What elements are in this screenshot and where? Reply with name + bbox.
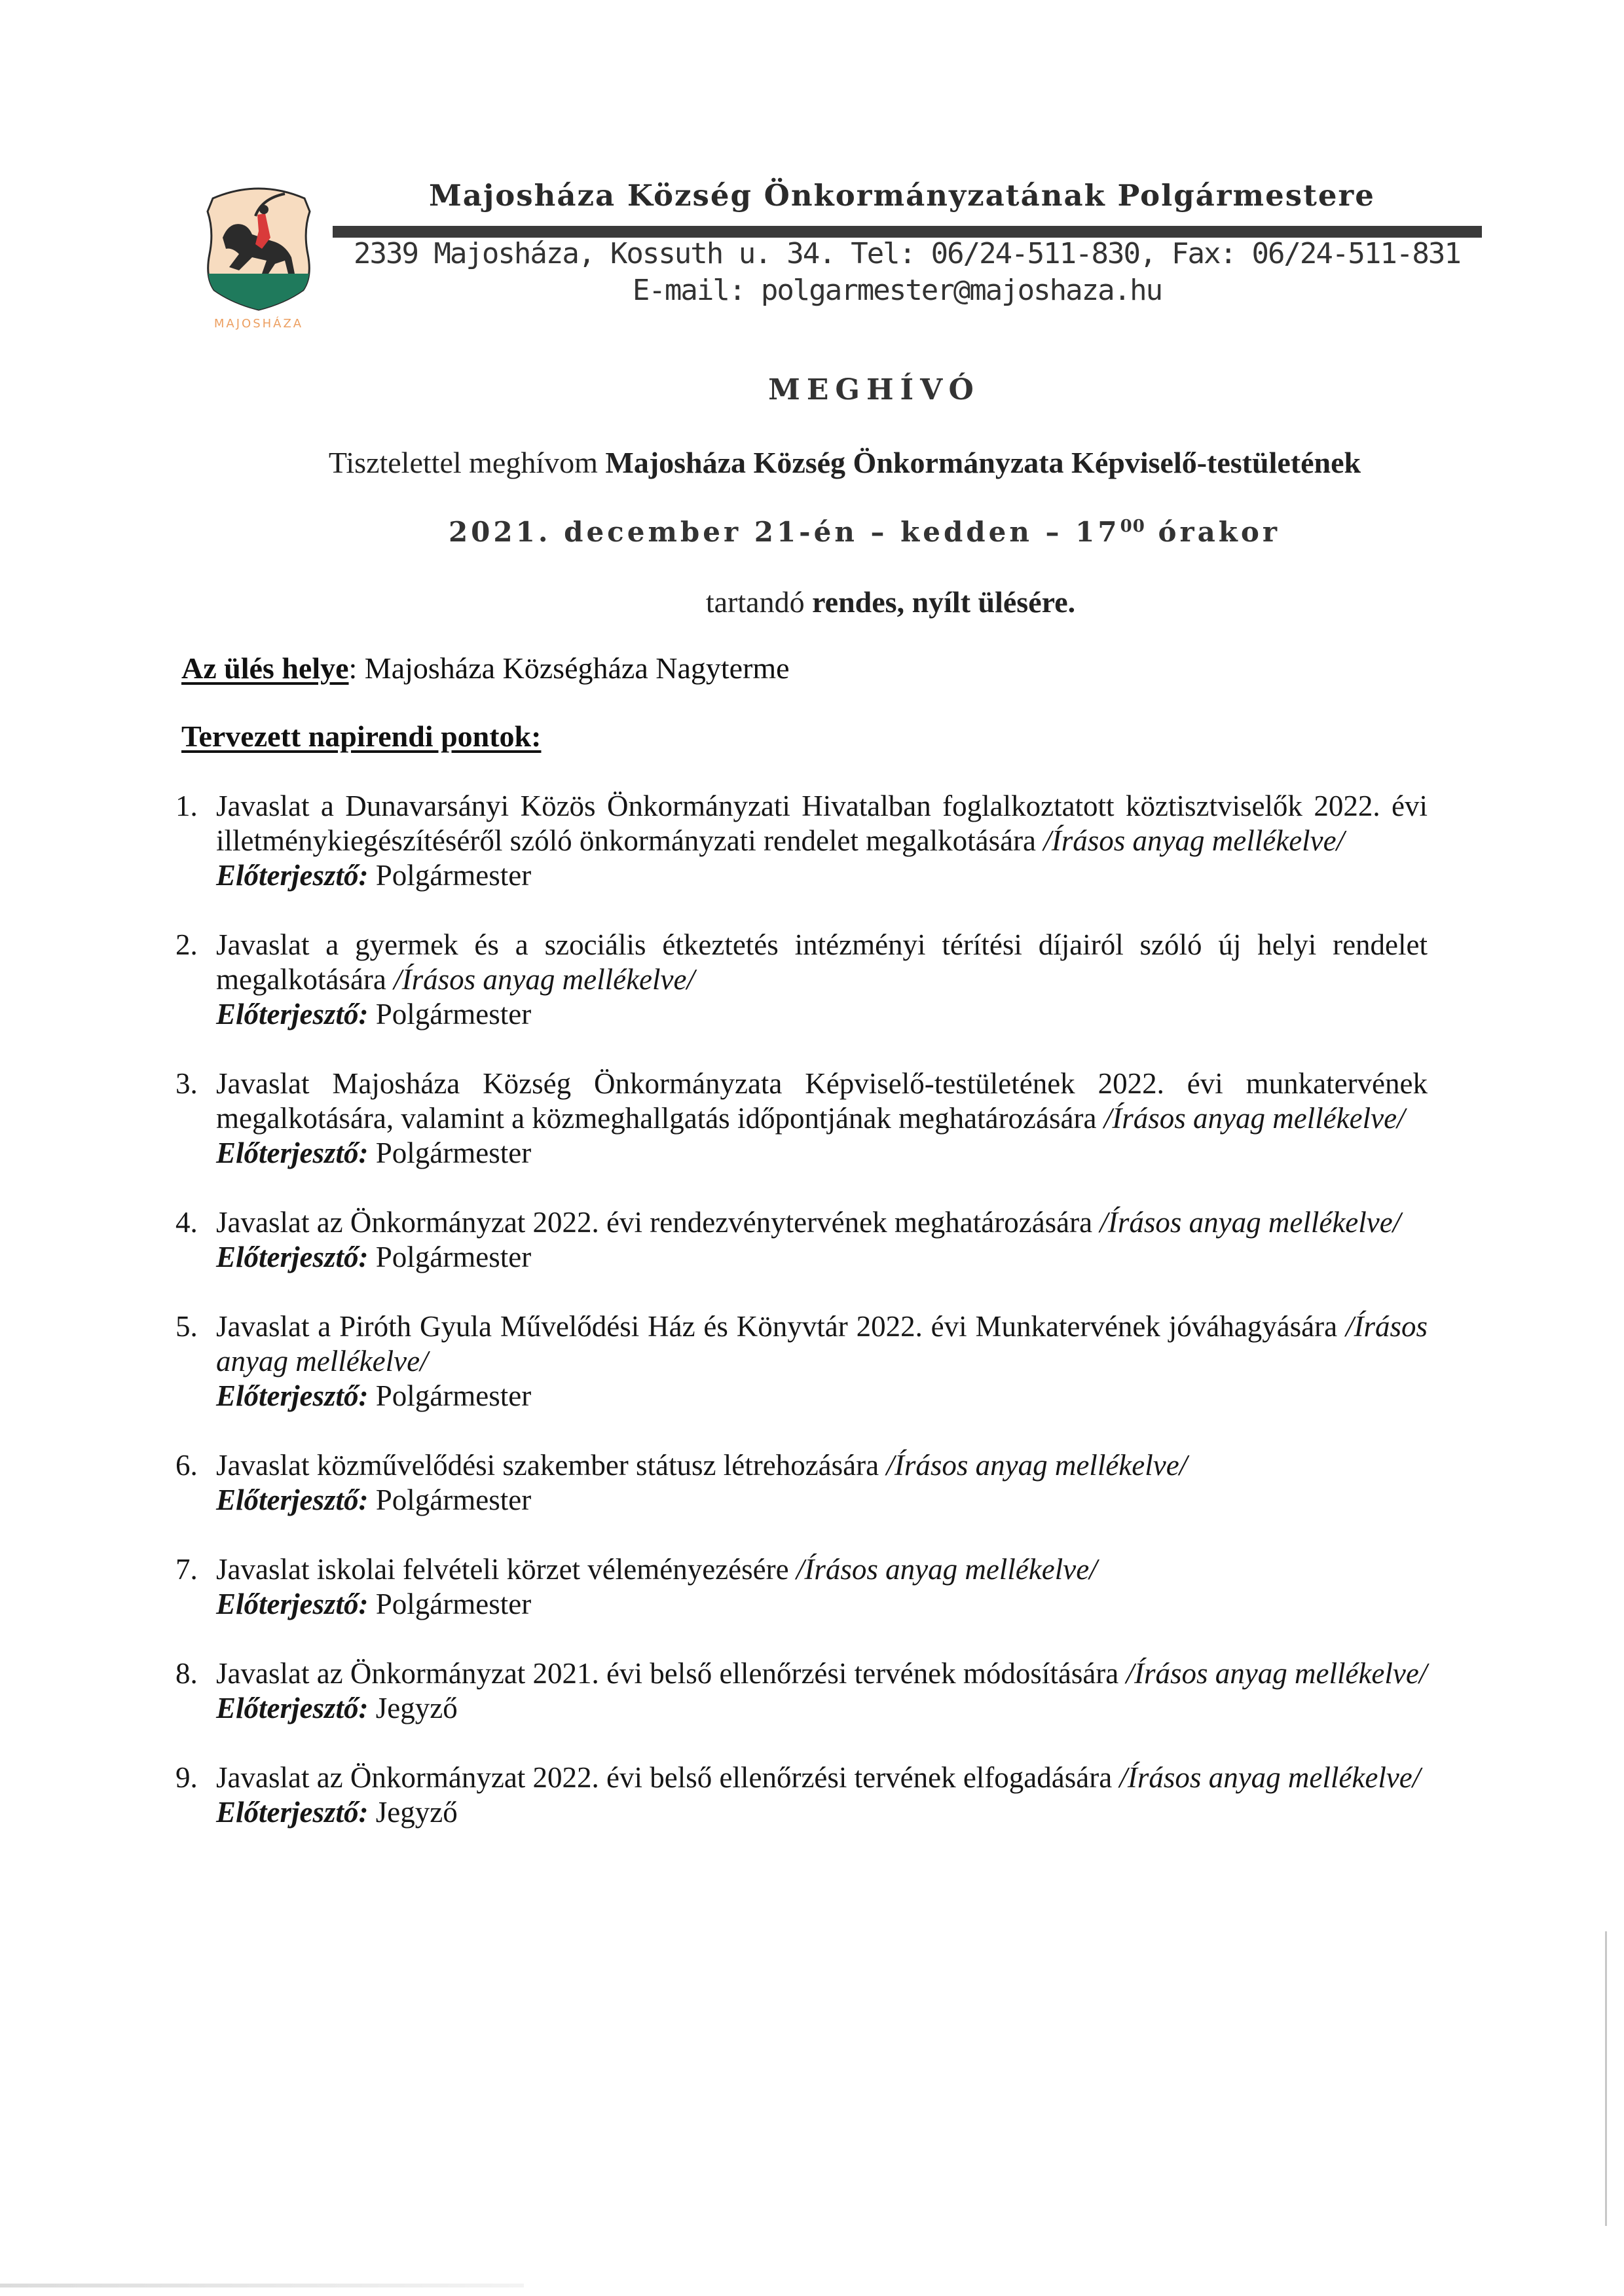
agenda-item-presenter bbox=[216, 858, 1428, 893]
presenter-name: Polgármester bbox=[368, 1588, 532, 1620]
agenda-item-number: 4. bbox=[175, 1206, 198, 1239]
agenda-item bbox=[170, 1448, 1428, 1518]
organization-name: Majosháza Község Önkormányzatának Polgármestere bbox=[429, 178, 1375, 213]
agenda-list bbox=[170, 789, 1428, 1865]
agenda-item-title: Javaslat az Önkormányzat 2022. évi belső ellenőrzési tervének elfogadására bbox=[216, 1761, 1120, 1794]
presenter-label: Előterjesztő: bbox=[216, 998, 369, 1030]
session-plain: tartandó bbox=[705, 585, 813, 619]
agenda-item-text bbox=[216, 1552, 1428, 1587]
agenda-item-text bbox=[216, 1448, 1428, 1483]
presenter-name: Polgármester bbox=[368, 859, 532, 892]
attachment-note: /Írásos anyag mellékelve/ bbox=[394, 963, 695, 996]
agenda-item-presenter bbox=[216, 1379, 1428, 1413]
email-link[interactable]: polgarmester@majoshaza.hu bbox=[760, 274, 1162, 307]
agenda-item bbox=[170, 1066, 1428, 1171]
email-line bbox=[0, 274, 1624, 307]
agenda-item-number: 7. bbox=[175, 1553, 198, 1586]
intro-body-name: Majosháza Község Önkormányzata Képviselő-testületének bbox=[605, 446, 1361, 479]
agenda-item-text bbox=[216, 1760, 1428, 1795]
invitation-intro bbox=[0, 445, 1624, 480]
presenter-label: Előterjesztő: bbox=[216, 1796, 369, 1829]
presenter-label: Előterjesztő: bbox=[216, 859, 369, 892]
coat-of-arms-logo bbox=[193, 175, 324, 333]
attachment-note: /Írásos anyag mellékelve/ bbox=[216, 1310, 1428, 1377]
agenda-item-number: 5. bbox=[175, 1310, 198, 1343]
presenter-label: Előterjesztő: bbox=[216, 1137, 369, 1169]
agenda-item-title: Javaslat Majosháza Község Önkormányzata Képviselő-testületének 2022. évi munkatervének megalkotására, valamint a közmeghallgatás időpontjának meghatározására bbox=[216, 1067, 1428, 1135]
agenda-item-number: 3. bbox=[175, 1067, 198, 1100]
agenda-item bbox=[170, 1656, 1428, 1726]
venue-value: Majosháza Községháza Nagyterme bbox=[364, 651, 790, 685]
venue-separator: : bbox=[348, 651, 365, 685]
document-title: MEGHÍVÓ bbox=[768, 373, 980, 407]
attachment-note: /Írásos anyag mellékelve/ bbox=[796, 1553, 1098, 1586]
presenter-label: Előterjesztő: bbox=[216, 1588, 369, 1620]
presenter-label: Előterjesztő: bbox=[216, 1241, 369, 1273]
agenda-item-number: 8. bbox=[175, 1657, 198, 1690]
agenda-item-title: Javaslat iskolai felvételi körzet véleményezésére bbox=[216, 1553, 796, 1586]
agenda-item-number: 1. bbox=[175, 790, 198, 822]
presenter-label: Előterjesztő: bbox=[216, 1484, 369, 1516]
agenda-heading: Tervezett napirendi pontok: bbox=[181, 720, 542, 753]
agenda-item-presenter bbox=[216, 997, 1428, 1032]
agenda-item-text bbox=[216, 1205, 1428, 1240]
intro-plain: Tisztelettel meghívom bbox=[328, 446, 606, 479]
agenda-item bbox=[170, 1205, 1428, 1275]
crest-label: MAJOSHÁZA bbox=[213, 317, 304, 331]
presenter-name: Jegyző bbox=[368, 1692, 458, 1724]
agenda-item-presenter bbox=[216, 1240, 1428, 1275]
agenda-item-title: Javaslat az Önkormányzat 2021. évi belső ellenőrzési tervének módosítására bbox=[216, 1657, 1126, 1690]
attachment-note: /Írásos anyag mellékelve/ bbox=[1099, 1206, 1401, 1239]
agenda-item-number: 9. bbox=[175, 1761, 198, 1794]
presenter-name: Polgármester bbox=[368, 1137, 532, 1169]
presenter-name: Polgármester bbox=[368, 1241, 532, 1273]
email-label: E-mail: bbox=[632, 274, 761, 307]
attachment-note: /Írásos anyag mellékelve/ bbox=[886, 1449, 1188, 1482]
agenda-item-presenter bbox=[216, 1795, 1428, 1830]
agenda-item-text bbox=[216, 1656, 1428, 1691]
agenda-item-presenter bbox=[216, 1587, 1428, 1622]
venue-label: Az ülés helye bbox=[181, 651, 349, 685]
presenter-name: Polgármester bbox=[368, 998, 532, 1030]
agenda-item-title: Javaslat a Dunavarsányi Közös Önkormányzati Hivatalban foglalkoztatott köztisztviselők 2022. évi illetménykiegészítéséről szóló önkormányzati rendelet megalkotására bbox=[216, 790, 1428, 857]
presenter-label: Előterjesztő: bbox=[216, 1379, 369, 1412]
agenda-item-text bbox=[216, 1309, 1428, 1379]
agenda-item bbox=[170, 928, 1428, 1032]
agenda-item-number: 6. bbox=[175, 1449, 198, 1482]
date-suffix: órakor bbox=[1145, 516, 1281, 548]
agenda-item-presenter bbox=[216, 1691, 1428, 1726]
session-bold: rendes, nyílt ülésére. bbox=[812, 585, 1076, 619]
scan-edge-line bbox=[1605, 1931, 1607, 2226]
time-minutes: 00 bbox=[1120, 517, 1145, 536]
agenda-item bbox=[170, 789, 1428, 893]
meeting-venue bbox=[181, 651, 790, 685]
attachment-note: /Írásos anyag mellékelve/ bbox=[1103, 1102, 1405, 1135]
agenda-item-title: Javaslat a gyermek és a szociális étkeztetés intézményi térítési díjairól szóló új helyi rendelet megalkotására bbox=[216, 928, 1428, 996]
agenda-item-title: Javaslat közművelődési szakember státusz létrehozására bbox=[216, 1449, 887, 1482]
presenter-name: Polgármester bbox=[368, 1484, 532, 1516]
agenda-item-title: Javaslat a Piróth Gyula Művelődési Ház és Könyvtár 2022. évi Munkatervének jóváhagyására bbox=[216, 1310, 1346, 1343]
attachment-note: /Írásos anyag mellékelve/ bbox=[1043, 824, 1345, 857]
presenter-label: Előterjesztő: bbox=[216, 1692, 369, 1724]
agenda-item-presenter bbox=[216, 1483, 1428, 1518]
presenter-name: Jegyző bbox=[368, 1796, 458, 1829]
agenda-item-text bbox=[216, 1066, 1428, 1136]
agenda-item-title: Javaslat az Önkormányzat 2022. évi rendezvénytervének meghatározására bbox=[216, 1206, 1100, 1239]
attachment-note: /Írásos anyag mellékelve/ bbox=[1119, 1761, 1421, 1794]
agenda-item-text bbox=[216, 789, 1428, 858]
session-type bbox=[0, 585, 1624, 619]
agenda-item-text bbox=[216, 928, 1428, 997]
agenda-item bbox=[170, 1760, 1428, 1830]
meeting-date-time bbox=[0, 516, 1624, 548]
scan-edge-shadow bbox=[0, 2284, 524, 2287]
letterhead-rule bbox=[333, 226, 1482, 238]
attachment-note: /Írásos anyag mellékelve/ bbox=[1126, 1657, 1428, 1690]
address-contact-line: 2339 Majosháza, Kossuth u. 34. Tel: 06/24-511-830, Fax: 06/24-511-831 bbox=[354, 237, 1460, 270]
agenda-item bbox=[170, 1309, 1428, 1413]
agenda-item bbox=[170, 1552, 1428, 1622]
agenda-item-number: 2. bbox=[175, 928, 198, 961]
agenda-item-presenter bbox=[216, 1136, 1428, 1171]
presenter-name: Polgármester bbox=[368, 1379, 532, 1412]
date-main: 2021. december 21-én – kedden – 17 bbox=[448, 516, 1120, 548]
